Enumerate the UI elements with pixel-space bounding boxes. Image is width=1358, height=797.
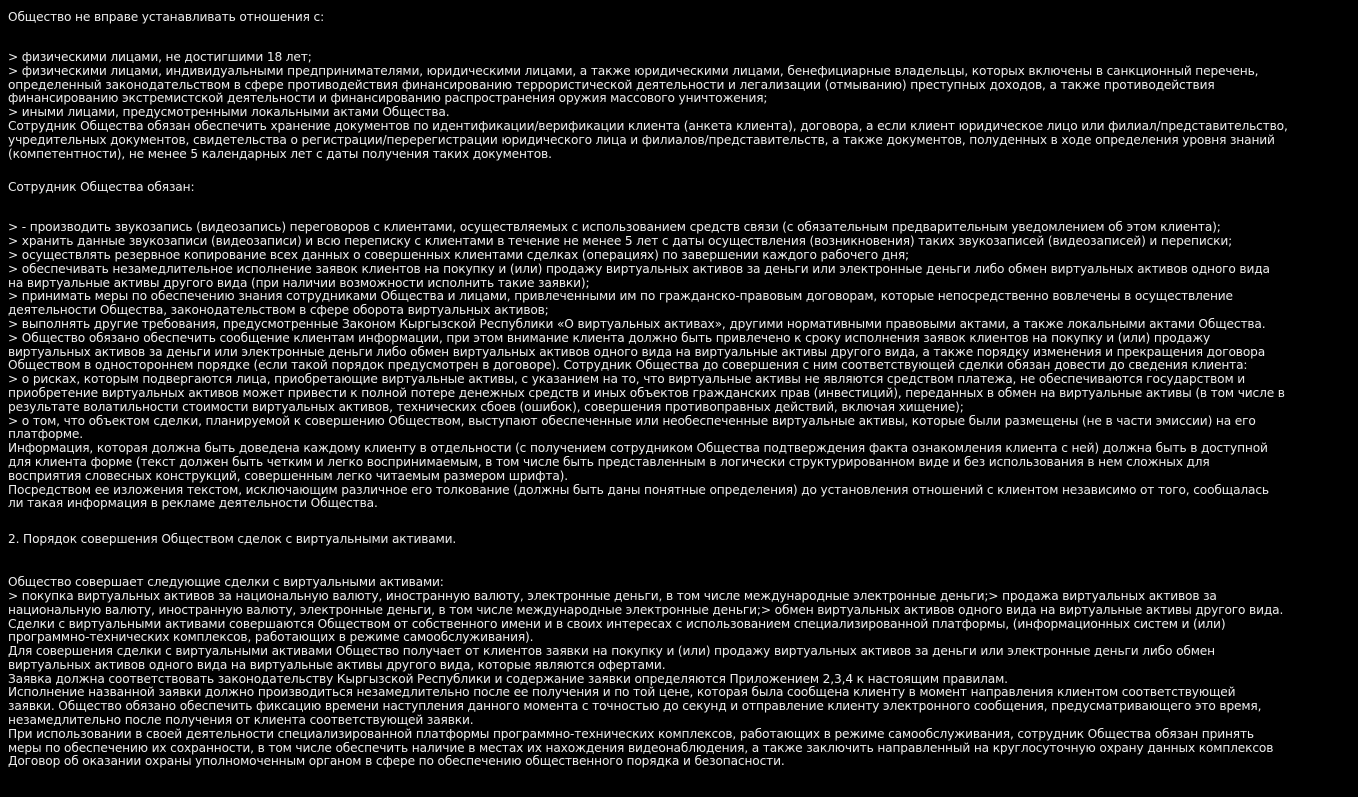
text-line: на виртуальные активы другого вида (при наличии возможности исполнить такие заявки); (8, 275, 590, 290)
text-line: Для совершения сделки с виртуальными активами Общество получает от клиентов заявки на покупку и (или) продажу виртуальных активов за деньги или электронные деньги либо обмен (8, 644, 1215, 659)
text-line: При использовании в своей деятельности специализированной платформы программно-технических комплексов, работающих в режиме самообслуживания, сотрудник Общества обязан принять (8, 726, 1254, 741)
text-line: незамедлительно после получения от клиента соответствующей заявки. (8, 713, 474, 728)
text-line: > хранить данные звукозаписи (видеозаписи) и всю переписку с клиентами в течение не менее 5 лет с даты осуществления (возникновения) таких звукозаписей (видеозаписей) и переписки; (8, 234, 1233, 249)
text-line: результате волатильности стоимости виртуальных активов, технических сбоев (ошибок), совершения противоправных действий, включая хищение); (8, 399, 964, 414)
text-line: Договор об оказании охраны уполномоченным органом в сфере по обеспечению общественного порядка и безопасности. (8, 754, 785, 769)
text-line: Обществом в одностороннем порядке (если такой порядок предусмотрен в договоре). Сотрудник Общества до совершения с ним соответствующей сделки обязан довести до сведения клиента: (8, 358, 1248, 373)
text-line: платформе. (8, 427, 84, 442)
duties-heading: Сотрудник Общества обязан: (8, 180, 195, 195)
text-line: меры по обеспечению их сохранности, в том числе обеспечить наличие в местах их нахождения видеонаблюдения, а также заключить направленный на круглосуточную охрану данных комплексов (8, 740, 1274, 755)
text-line: виртуальных активов одного вида на виртуальные активы другого вида, которые являются офертами. (8, 657, 666, 672)
text-line: > обеспечивать незамедлительное исполнение заявок клиентов на покупку и (или) продажу виртуальных активов за деньги или электронные деньги либо обмен виртуальных активов одного вида (8, 261, 1270, 276)
text-line: > о рисках, которым подвергаются лица, приобретающие виртуальные активы, с указанием на то, что виртуальные активы не являются средством платежа, не обеспечиваются государством и (8, 372, 1246, 387)
text-line: ли такая информация в рекламе деятельности Общества. (8, 496, 378, 511)
text-line: > иными лицами, предусмотренными локальными актами Общества. (8, 105, 450, 120)
text-line: > - производить звукозапись (видеозапись) переговоров с клиентами, осуществляемых с использованием средств связи (с обязательным предварительным уведомлением об этом клиента); (8, 220, 1221, 235)
text-line: Информация, которая должна быть доведена каждому клиенту в отдельности (с получением сотрудником Общества подтверждения факта ознакомления клиента с ней) должна быть в доступной (8, 441, 1268, 456)
spacer (8, 546, 1358, 576)
text-line: > выполнять другие требования, предусмотренные Законом Кыргызской Республики «О виртуальных активах», другими нормативными правовыми актами, а также локальными актами Общества. (8, 316, 1266, 331)
text-line: Сотрудник Общества обязан обеспечить хранение документов по идентификации/верификации клиента (анкета клиента), договора, а если клиент юридическое лицо или филиал/представительство, (8, 118, 1288, 133)
text-line: Заявка должна соответствовать законодательству Кыргызской Республики и содержание заявки определяются Приложением 2,3,4 к настоящим правилам. (8, 671, 1008, 686)
text-line: Общество совершает следующие сделки с виртуальными активами: (8, 575, 444, 590)
restrictions-heading: Общество не вправе устанавливать отношения с: (8, 10, 325, 24)
text-line: > физическими лицами, не достигшими 18 лет; (8, 50, 312, 64)
text-line: заявки. Общество обязано обеспечить фиксацию времени наступления данного момента с точностью до секунд и отправление клиенту электронного сообщения, предусматривающего это время, (8, 699, 1262, 714)
text-line: > покупка виртуальных активов за национальную валюту, иностранную валюту, электронные деньги, в том числе международные электронные деньги;> продажа виртуальных активов за (8, 588, 1217, 603)
text-line: для клиента форме (текст должен быть четким и легко воспринимаемым, в том числе быть представленным в логически структурированном виде и без использования в нем сложных для (8, 454, 1210, 469)
text-line: финансированию экстремистской деятельности и финансированию распространения оружия массового уничтожения; (8, 91, 768, 106)
text-line: определенный законодательством в сфере противодействия финансированию террористической деятельности и легализации (отмыванию) преступных доходов, а также противодействия (8, 77, 1215, 92)
text-line: Исполнение названной заявки должно производиться незамедлительно после ее получения и по той цене, которая была сообщена клиенту в момент направления клиентом соответствующей (8, 685, 1236, 700)
text-line: приобретение виртуальных активов может привести к полной потере денежных средств и иных объектов гражданских прав (инвестиций), переданных в обмен на виртуальные активы (в том числе в (8, 385, 1285, 400)
duties-paragraph (8, 221, 1358, 511)
spacer (8, 194, 1358, 221)
text-line: национальную валюту, иностранную валюту, электронные деньги, в том числе международные электронные деньги;> обмен виртуальных активов одного вида на виртуальные активы другого вида. (8, 602, 1284, 617)
procedure-paragraph (8, 576, 1358, 769)
text-line: виртуальных активов за деньги или электронные деньги либо обмен виртуальных активов одного вида на виртуальные активы другого вида, а также порядку изменения и прекращения договора (8, 344, 1266, 359)
restrictions-paragraph (8, 51, 1358, 161)
text-line: > физическими лицами, индивидуальными предпринимателями, юридическими лицами, а также юридическими лицами, бенефициарные владельцы, которых включены в санкционный перечень, (8, 63, 1259, 78)
text-line: > осуществлять резервное копирование всех данных о совершенных клиентами сделках (операциях) по завершении каждого рабочего дня; (8, 247, 910, 262)
text-line: Сделки с виртуальными активами совершаются Обществом от собственного имени и в своих интересах с использованием специализированной платформы, (информационных систем и (или) (8, 616, 1226, 631)
text-line: восприятия словесных конструкций, совершенным легко читаемым размером шрифта). (8, 468, 568, 483)
text-line: > принимать меры по обеспечению знания сотрудниками Общества и лицами, привлеченными им по гражданско-правовым договорам, которые непосредственно вовлечены в осуществление (8, 289, 1233, 304)
text-line: деятельности Общества, законодательством в сфере оборота виртуальных активов; (8, 303, 549, 318)
spacer (8, 161, 1358, 180)
text-line: учредительных документов, свидетельства о регистрации/перерегистрации юридического лица и филиалов/представительств, а также документов, полуденных в ходе определения уровня знаний (8, 132, 1275, 147)
text-line: Посредством ее изложения текстом, исключающим различное его толкование (должны быть даны понятные определения) до установления отношений с клиентом независимо от того, сообщалась (8, 482, 1269, 497)
text-line: > Общество обязано обеспечить сообщение клиентам информации, при этом внимание клиента должно быть привлечено к сроку исполнения заявок клиентов на покупку и (или) продажу (8, 330, 1211, 345)
text-line: программно-технических комплексов, работающих в режиме самообслуживания). (8, 630, 534, 645)
spacer (8, 24, 1358, 51)
text-line: (компетентности), не менее 5 календарных лет с даты получения таких документов. (8, 146, 552, 161)
text-line: > о том, что объектом сделки, планируемой к совершению Обществом, выступают обеспеченные или необеспеченные виртуальные активы, которые были размещены (не в части эмиссии) на его (8, 413, 1256, 428)
spacer (8, 511, 1358, 532)
procedure-heading: 2. Порядок совершения Обществом сделок с виртуальными активами. (8, 532, 457, 547)
